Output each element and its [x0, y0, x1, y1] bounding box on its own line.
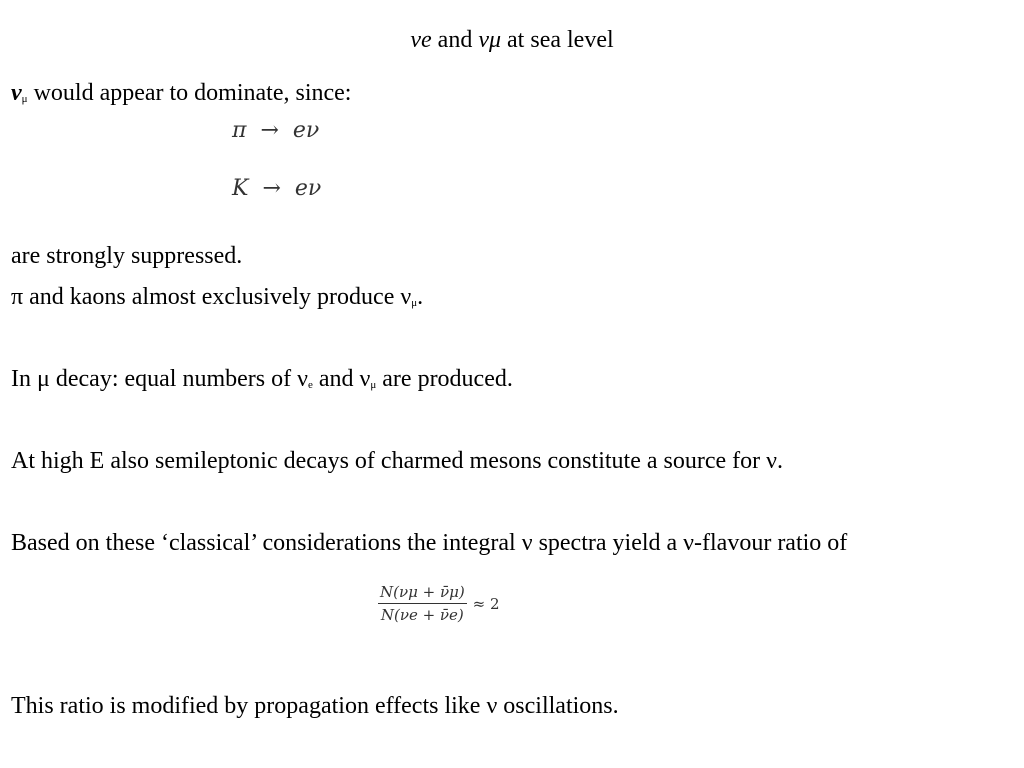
text-line-suppressed: are strongly suppressed. [11, 243, 243, 269]
decay-pion-lhs: π [232, 118, 247, 143]
decay-pion [232, 118, 319, 144]
page-title [0, 26, 1024, 54]
ratio-fraction [378, 583, 467, 624]
decay-kaon [232, 176, 321, 202]
mu-decay-subscript-e: e [307, 379, 313, 391]
ratio-approx-value: ≈ 2 [472, 594, 500, 613]
decay-kaon-rhs: eν [294, 176, 322, 201]
mu-decay-text-a: In μ decay: equal numbers of ν [11, 366, 308, 392]
dominate-text: would appear to dominate, since: [27, 80, 352, 106]
text-line-pi-kaons [11, 283, 423, 317]
title-and: and [431, 27, 479, 53]
pi-kaons-subscript: μ [411, 297, 418, 309]
decay-kaon-arrow: → [262, 176, 281, 201]
pi-kaons-text: π and kaons almost exclusively produce ν [11, 284, 412, 310]
title-rest: at sea level [501, 27, 614, 53]
text-line-dominate [11, 79, 351, 113]
title-nu-e: νe [410, 27, 432, 53]
decay-pion-arrow: → [260, 118, 279, 143]
text-line-charmed: At high E also semileptonic decays of charmed mesons constitute a source for ν. [11, 448, 783, 474]
mu-decay-text-c: are produced. [376, 366, 513, 392]
text-line-oscillations: This ratio is modified by propagation effects like ν oscillations. [11, 693, 619, 719]
title-nu-mu: νμ [478, 27, 502, 53]
decay-kaon-lhs: K [232, 176, 249, 201]
pi-kaons-period: . [417, 284, 424, 310]
text-line-classical: Based on these ‘classical’ considerations the integral ν spectra yield a ν-flavour ratio of [11, 530, 848, 556]
text-line-mu-decay [11, 365, 513, 399]
ratio-numerator: N(νμ + ν̄μ) [378, 583, 467, 604]
mu-decay-text-b: and ν [312, 366, 371, 392]
nu-mu-symbol: ν [11, 80, 22, 106]
mu-decay-subscript-mu: μ [370, 379, 377, 391]
nu-mu-subscript: μ [21, 93, 28, 105]
ratio-denominator: N(νe + ν̄e) [380, 606, 464, 624]
decay-pion-rhs: eν [292, 118, 320, 143]
flavour-ratio-formula [378, 583, 500, 624]
